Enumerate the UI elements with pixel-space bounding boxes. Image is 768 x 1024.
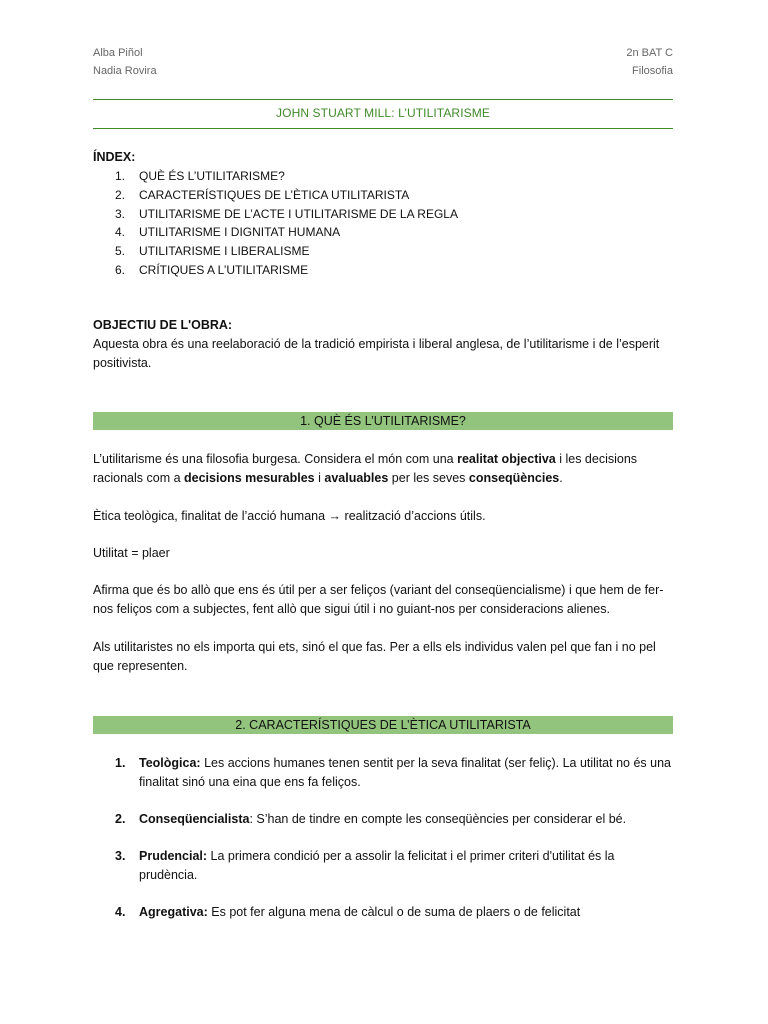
section1-paragraph: Afirma que és bo allò que ens és útil per a ser feliços (variant del conseqüencialisme) i que hem de fer-nos feliços com a subjectes, fent allò que sigui útil i no guiant-nos per consideracions alienes. (93, 583, 664, 616)
title-top-rule (93, 99, 673, 100)
index-list (93, 167, 673, 280)
index-item: 1. QUÈ ÉS L’UTILITARISME? (115, 169, 285, 183)
author-name: Nadia Rovira (93, 65, 157, 77)
section1-paragraph: Utilitat = plaer (93, 546, 170, 560)
index-item: 3. UTILITARISME DE L’ACTE I UTILITARISME DE LA REGLA (115, 206, 458, 221)
section1-paragraph: Als utilitaristes no els importa qui ets, sinó el que fas. Per a ells els individus valen pel que fan i no pel que representen. (93, 640, 656, 673)
document-title: JOHN STUART MILL: L’UTILITARISME (276, 106, 490, 120)
index-item: 5. UTILITARISME I LIBERALISME (115, 244, 310, 259)
objective-heading: OBJECTIU DE L'OBRA: (93, 318, 233, 332)
objective-text: Aquesta obra és una reelaboració de la tradició empirista i liberal anglesa, de l’utilitarisme i de l’esperit positivista. (93, 337, 660, 370)
section1-paragraph: Ètica teològica, finalitat de l’acció humana → realització d’accions útils. (93, 509, 486, 523)
index-heading: ÍNDEX: (93, 150, 136, 164)
header-course-info (626, 44, 673, 80)
index-item: 6. CRÍTIQUES A L’UTILITARISME (115, 262, 309, 277)
subject-label: Filosofia (632, 65, 673, 77)
course-label: 2n BAT C (626, 47, 673, 59)
header-authors (93, 44, 157, 80)
section-heading-1: 1. QUÈ ÉS L’UTILITARISME? (93, 412, 673, 430)
section1-paragraph: L’utilitarisme és una filosofia burgesa. Considera el món com una realitat objectiva i les decisions racionals com a decisions mesurables i avaluables per les seves conseqüències. (93, 452, 638, 485)
section-heading-2: 2. CARACTERÍSTIQUES DE L’ÈTICA UTILITARISTA (93, 716, 673, 734)
title-bottom-rule (93, 128, 673, 129)
index-item: 2. CARACTERÍSTIQUES DE L’ÈTICA UTILITARISTA (115, 187, 410, 202)
index-item: 4. UTILITARISME I DIGNITAT HUMANA (115, 225, 341, 240)
author-name: Alba Piñol (93, 47, 143, 59)
